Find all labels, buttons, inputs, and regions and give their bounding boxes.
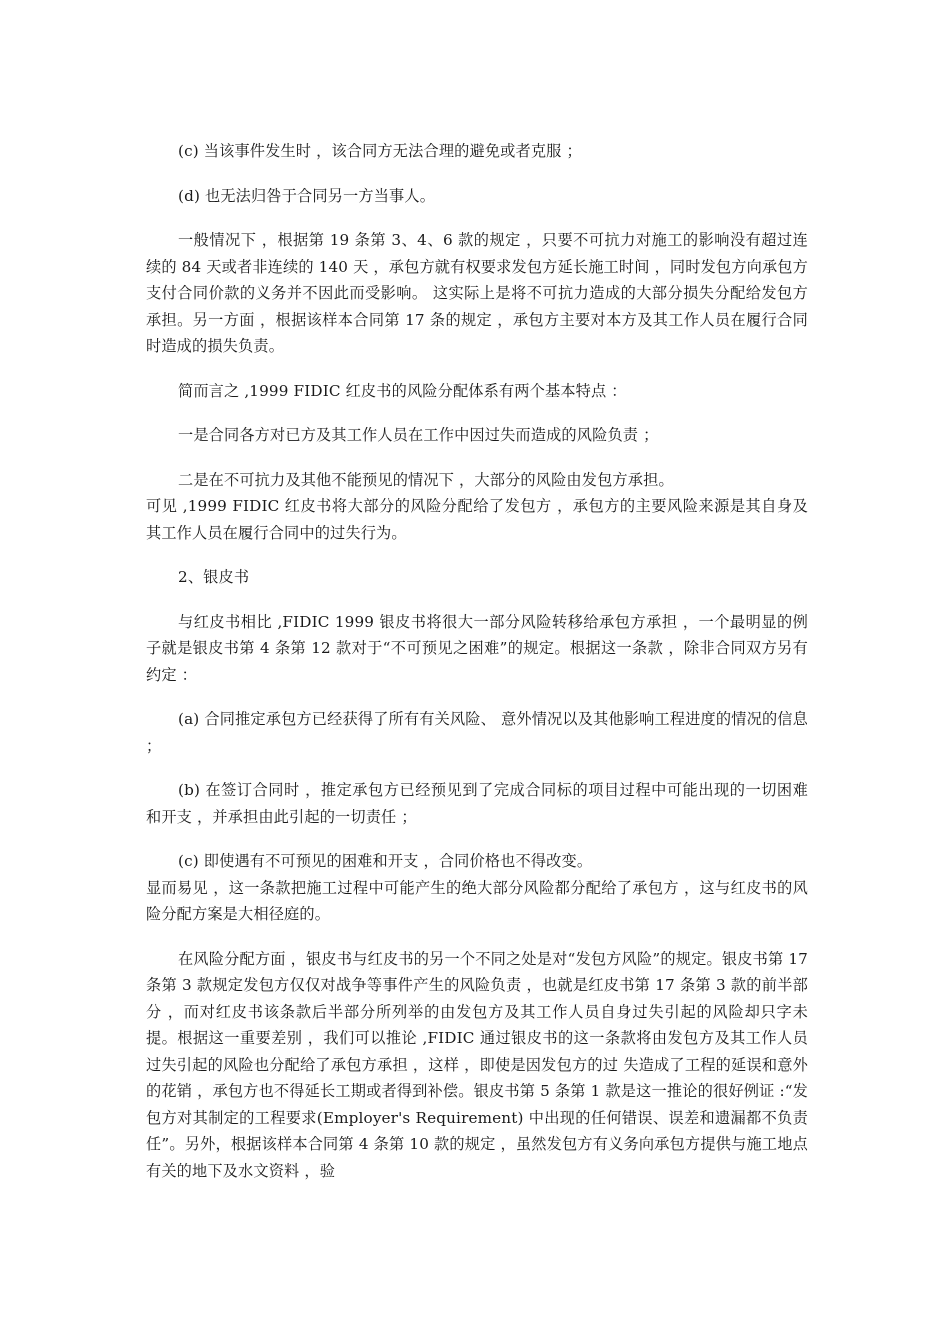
paragraph-summary-intro: 简而言之 ,1999 FIDIC 红皮书的风险分配体系有两个基本特点 ： bbox=[178, 381, 627, 400]
section-heading-silver-book: 2、银皮书 bbox=[178, 568, 250, 586]
paragraph-item-c: (c) 当该事件发生时 ，该合同方无法合理的避免或者克服 ； bbox=[178, 142, 582, 160]
paragraph-item-c-silver: (c) 即使遇有不可预见的困难和开支 ，合同价格也不得改变。 bbox=[178, 852, 593, 870]
paragraph-silver-book-intro: 与红皮书相比 ,FIDIC 1999 银皮书将很大一部分风险转移给承包方承担 ，一个最明显的例子就是银皮书第 4 条第 12 款对于“不可预见之困难”的规定。根据这一条款 ，除非合同双方另有约定 ： bbox=[146, 612, 808, 684]
paragraph-employer-risk: 在风险分配方面 ，银皮书与红皮书的另一个不同之处是对“发包方风险”的规定。银皮书第 17 条第 3 款规定发包方仅仅对战争等事件产生的风险负责 ，也就是红皮书第 17 条第 3 款的前半部分 ，而对红皮书该条款后半部分所列举的由发包方及其工作人员自身过失引起的风险却只字未提。根据这一重要差别 ，我们可以推论 ,FIDIC 通过银皮书的这一条款将由发包方及其工作人员过失引起的风险也分配给了承包方承担 ，这样 ，即使是因发包方的过 失造成了工程的延误和意外的花销 ，承包方也不得延长工期或者得到补偿。银皮书第 5 条第 1 款是这一推论的很好例证 :“发包方对其制定的工程要求(Employer's Requirement) 中出现的任何错误、误差和遗漏都不负责任”。另外，根据该样本合同第 4 条第 10 款的规定 ，虽然发包方有义务向承包方提供与施工地点有关的地下及水文资料 ，验 bbox=[146, 949, 808, 1180]
paragraph-feature-two: 二是在不可抗力及其他不能预见的情况下 ，大部分的风险由发包方承担。 bbox=[178, 470, 674, 489]
paragraph-force-majeure: 一般情况下 ，根据第 19 条第 3、4、6 款的规定 ，只要不可抗力对施工的影响没有超过连续的 84 天或者非连续的 140 天 ，承包方就有权要求发包方延长施工时间 ，同时发包方向承包方支付合同价款的义务并不因此而受影响。 这实际上是将不可抗力造成的大部分损失分配给发包方承担。另一方面 ，根据该样本合同第 17 条的规定 ，承包方主要对本方及其工作人员在履行合同时造成的损失负责。 bbox=[146, 231, 808, 355]
paragraph-feature-one: 一是合同各方对已方及其工作人员在工作中因过失而造成的风险负责 ； bbox=[178, 426, 659, 444]
paragraph-item-a: (a) 合同推定承包方已经获得了所有有关风险、 意外情况以及其他影响工程进度的情况的信息 ； bbox=[146, 710, 808, 755]
document-page bbox=[146, 138, 808, 1184]
paragraph-item-d: (d) 也无法归咎于合同另一方当事人。 bbox=[178, 186, 436, 205]
paragraph-red-book-conclusion: 可见 ,1999 FIDIC 红皮书将大部分的风险分配给了发包方 ，承包方的主要风险来源是其自身及其工作人员在履行合同中的过失行为。 bbox=[146, 497, 808, 542]
paragraph-silver-book-conclusion: 显而易见 ，这一条款把施工过程中可能产生的绝大部分风险都分配给了承包方 ，这与红皮书的风险分配方案是大相径庭的。 bbox=[146, 878, 808, 923]
paragraph-item-b: (b) 在签订合同时 ，推定承包方已经预见到了完成合同标的项目过程中可能出现的一切困难和开支 ，并承担由此引起的一切责任 ； bbox=[146, 781, 808, 826]
